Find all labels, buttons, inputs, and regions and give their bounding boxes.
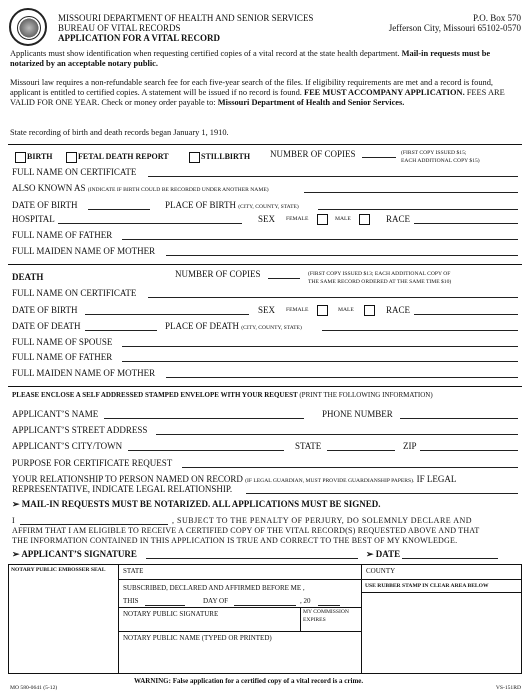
this-label: THIS xyxy=(123,597,139,605)
birth-race-label: RACE xyxy=(386,214,411,224)
pod-field[interactable] xyxy=(322,330,518,331)
relationship-label: YOUR RELATIONSHIP TO PERSON NAMED ON RECORD (IF LEGAL GUARDIAN, MUST PROVIDE GUARDIANSHIP PAPERS). IF LEGAL xyxy=(12,474,457,484)
department-name: MISSOURI DEPARTMENT OF HEALTH AND SENIOR SERVICES xyxy=(58,13,314,23)
intro-paragraph-2: Missouri law requires a non-refundable search fee for each five-year search of the files. If eligibility requirements are met and a record is found, applicant is entitled to certified copies. A statement will be issued if no record is found. FEE MUST ACCOMPANY APPLICATION. FEES ARE VALID FOR ONE YEAR. Check or money order payable to: Missouri Department of Health and Senior Services. xyxy=(10,78,505,108)
arrow-bullet-icon: ➢ xyxy=(12,499,20,509)
date-label: ➢ DATE xyxy=(366,549,401,559)
birth-mother-label: FULL MAIDEN NAME OF MOTHER xyxy=(12,246,156,256)
city-town-label: APPLICANT’S CITY/TOWN xyxy=(12,441,123,451)
notary-seal-label: NOTARY PUBLIC EMBOSSER SEAL xyxy=(11,567,106,573)
oath-line-2: AFFIRM THAT I AM ELIGIBLE TO RECEIVE A CERTIFIED COPY OF THE VITAL RECORD(S) REQUESTED ABOVE AND THAT xyxy=(12,526,480,535)
signature-label: ➢ APPLICANT’S SIGNATURE xyxy=(12,549,137,559)
hospital-field[interactable] xyxy=(58,223,242,224)
birth-full-name-label: FULL NAME ON CERTIFICATE xyxy=(12,167,137,177)
pod-label: PLACE OF DEATH (CITY, COUNTY, STATE) xyxy=(165,321,302,331)
relationship-label-2: REPRESENTATIVE, INDICATE LEGAL RELATIONSHIP. xyxy=(12,484,233,494)
form-code: VS-151RD xyxy=(495,685,521,691)
state-label: STATE xyxy=(295,441,322,451)
subscribed-label: SUBSCRIBED, DECLARED AND AFFIRMED BEFORE ME , xyxy=(123,584,305,592)
stillbirth-label: STILLBIRTH xyxy=(201,152,251,161)
birth-fee-note-2: EACH ADDITIONAL COPY $15) xyxy=(401,158,480,164)
birth-sex-label: SEX xyxy=(258,214,276,224)
birth-checkbox[interactable] xyxy=(15,152,26,163)
stillbirth-checkbox[interactable] xyxy=(189,152,200,163)
commission-label-2: EXPIRES xyxy=(303,617,326,623)
birth-male-checkbox[interactable] xyxy=(359,214,370,225)
death-male-label: MALE xyxy=(338,307,354,313)
death-copies-field[interactable] xyxy=(268,278,300,279)
notary-state-label: STATE xyxy=(123,567,144,575)
spouse-label: FULL NAME OF SPOUSE xyxy=(12,337,113,347)
phone-field[interactable] xyxy=(400,418,518,419)
phone-label: PHONE NUMBER xyxy=(322,409,393,419)
death-female-checkbox[interactable] xyxy=(317,305,328,316)
divider xyxy=(8,144,522,145)
death-race-label: RACE xyxy=(386,305,411,315)
hospital-label: HOSPITAL xyxy=(12,214,55,224)
applicant-name-field[interactable] xyxy=(104,418,304,419)
death-section-title: DEATH xyxy=(12,272,44,282)
oath-line-3: THE INFORMATION CONTAINED IN THIS APPLICATION IS TRUE AND CORRECT TO THE BEST OF MY KNOWLEDGE. xyxy=(12,536,458,545)
notary-year-field[interactable] xyxy=(318,605,340,606)
divider xyxy=(118,579,522,580)
city-town-field[interactable] xyxy=(128,450,284,451)
form-id: MO 580-0641 (5-12) xyxy=(10,685,58,691)
state-field[interactable] xyxy=(327,450,395,451)
notary-county-label: COUNTY xyxy=(366,567,396,575)
notary-signature-label: NOTARY PUBLIC SIGNATURE xyxy=(123,610,219,618)
death-dob-label: DATE OF BIRTH xyxy=(12,305,78,315)
year-label: , 20 xyxy=(300,597,311,605)
notarized-notice: ➢ MAIL-IN REQUESTS MUST BE NOTARIZED. ALL APPLICATIONS MUST BE SIGNED. xyxy=(12,499,381,509)
birth-fee-note-1: (FIRST COPY ISSUED $15; xyxy=(401,150,467,156)
death-sex-label: SEX xyxy=(258,305,276,315)
death-father-field[interactable] xyxy=(122,361,518,362)
arrow-bullet-icon: ➢ xyxy=(366,549,374,559)
po-box: P.O. Box 570 xyxy=(472,13,521,23)
date-field[interactable] xyxy=(402,558,498,559)
death-copies-label: NUMBER OF COPIES xyxy=(175,269,261,279)
death-full-name-field[interactable] xyxy=(148,297,518,298)
divider xyxy=(8,264,522,265)
envelope-instruction: PLEASE ENCLOSE A SELF ADDRESSED STAMPED ENVELOPE WITH YOUR REQUEST (PRINT THE FOLLOWING INFORMATION) xyxy=(12,391,433,399)
bureau-name: BUREAU OF VITAL RECORDS xyxy=(58,23,181,33)
day-of-label: DAY OF xyxy=(203,597,228,605)
notary-name-label: NOTARY PUBLIC NAME (TYPED OR PRINTED) xyxy=(123,634,272,642)
aka-field[interactable] xyxy=(304,192,518,193)
applicant-name-label: APPLICANT’S NAME xyxy=(12,409,99,419)
birth-father-field[interactable] xyxy=(122,239,518,240)
birth-female-checkbox[interactable] xyxy=(317,214,328,225)
zip-field[interactable] xyxy=(420,450,518,451)
oath-name-field[interactable] xyxy=(20,524,168,525)
street-field[interactable] xyxy=(156,434,518,435)
birth-female-label: FEMALE xyxy=(286,216,309,222)
birth-copies-label: NUMBER OF COPIES xyxy=(270,149,356,159)
dod-label: DATE OF DEATH xyxy=(12,321,81,331)
intro-paragraph-1: Applicants must show identification when requesting certified copies of a vital record at the state health department. Mail-in requests must be notarized by an acceptable notary public. xyxy=(10,49,491,69)
relationship-field[interactable] xyxy=(246,493,518,494)
birth-label: BIRTH xyxy=(27,152,53,161)
pob-label: PLACE OF BIRTH (CITY, COUNTY, STATE) xyxy=(165,200,299,210)
warning-text: WARNING: False application for a certified copy of a vital record is a crime. xyxy=(134,677,364,685)
death-mother-field[interactable] xyxy=(166,377,518,378)
birth-dob-label: DATE OF BIRTH xyxy=(12,200,78,210)
spouse-field[interactable] xyxy=(122,346,518,347)
birth-race-field[interactable] xyxy=(414,223,518,224)
commission-label-1: MY COMMISSION xyxy=(303,609,349,615)
death-female-label: FEMALE xyxy=(286,307,309,313)
oath-line-1: , SUBJECT TO THE PENALTY OF PERJURY, DO SOLEMNLY DECLARE AND xyxy=(172,516,473,525)
death-fee-note-1: (FIRST COPY ISSUED $13; EACH ADDITIONAL COPY OF xyxy=(308,271,451,277)
death-full-name-label: FULL NAME ON CERTIFICATE xyxy=(12,288,137,298)
death-male-checkbox[interactable] xyxy=(364,305,375,316)
birth-dob-field[interactable] xyxy=(88,209,150,210)
zip-label: ZIP xyxy=(403,441,417,451)
fetal-death-checkbox[interactable] xyxy=(66,152,77,163)
aka-label: ALSO KNOWN AS (INDICATE IF BIRTH COULD BE RECORDED UNDER ANOTHER NAME) xyxy=(12,183,269,193)
dod-field[interactable] xyxy=(85,330,157,331)
birth-male-label: MALE xyxy=(335,216,351,222)
death-fee-note-2: THE SAME RECORD ORDERED AT THE SAME TIME $10) xyxy=(308,279,452,285)
purpose-label: PURPOSE FOR CERTIFICATE REQUEST xyxy=(12,458,173,468)
pob-field[interactable] xyxy=(318,209,518,210)
death-dob-field[interactable] xyxy=(85,314,249,315)
notary-day-field[interactable] xyxy=(145,605,185,606)
city-address: Jefferson City, Missouri 65102-0570 xyxy=(388,23,521,33)
oath-i: I xyxy=(12,516,15,525)
death-race-field[interactable] xyxy=(414,314,518,315)
intro-paragraph-3: State recording of birth and death records began January 1, 1910. xyxy=(10,128,229,137)
street-label: APPLICANT’S STREET ADDRESS xyxy=(12,425,148,435)
birth-father-label: FULL NAME OF FATHER xyxy=(12,230,113,240)
rubber-stamp-label: USE RUBBER STAMP IN CLEAR AREA BELOW xyxy=(365,583,489,589)
birth-mother-field[interactable] xyxy=(166,255,518,256)
divider xyxy=(362,592,522,593)
divider xyxy=(8,386,522,387)
birth-copies-field[interactable] xyxy=(362,157,396,158)
divider xyxy=(118,631,362,632)
fetal-death-label: FETAL DEATH REPORT xyxy=(78,152,169,161)
notary-month-field[interactable] xyxy=(234,605,296,606)
death-mother-label: FULL MAIDEN NAME OF MOTHER xyxy=(12,368,156,378)
birth-full-name-field[interactable] xyxy=(148,176,518,177)
death-father-label: FULL NAME OF FATHER xyxy=(12,352,113,362)
purpose-field[interactable] xyxy=(182,467,518,468)
arrow-bullet-icon: ➢ xyxy=(12,549,20,559)
state-seal-logo xyxy=(9,8,47,46)
form-title: APPLICATION FOR A VITAL RECORD xyxy=(58,33,221,43)
signature-field[interactable] xyxy=(146,558,358,559)
